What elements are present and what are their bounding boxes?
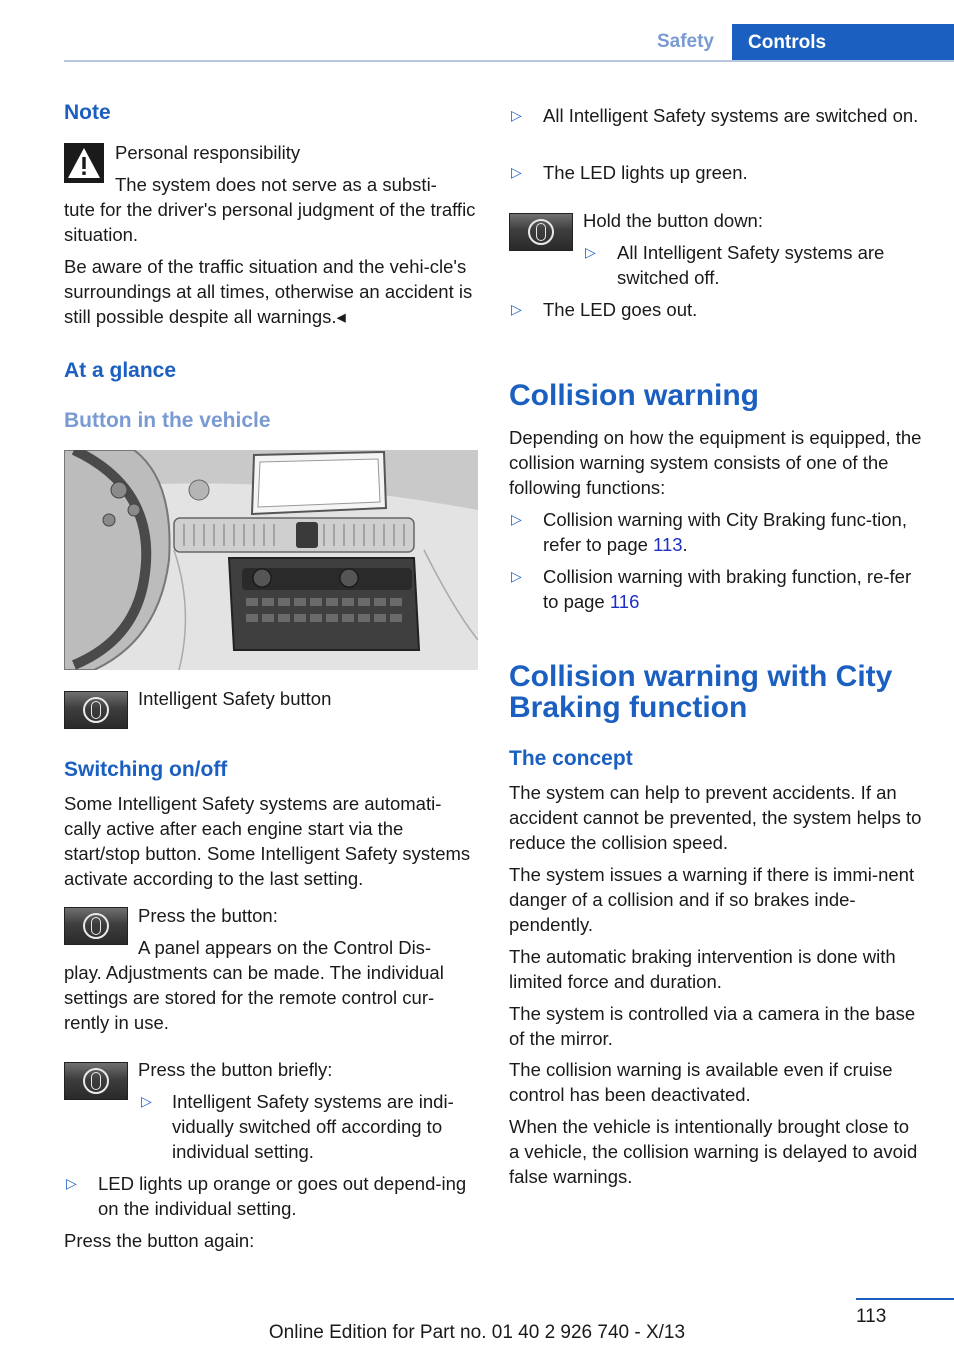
note-text: tute for the driver's personal judgment of the traffic situation. [64, 199, 476, 245]
on-bullet-text: All Intelligent Safety systems are switched on. [543, 105, 919, 126]
note-heading: Note [64, 101, 111, 124]
brief-bullet-text: Intelligent Safety systems are indi-vidually switched off according to individual setting. [172, 1091, 454, 1162]
button-caption: Intelligent Safety button [138, 688, 332, 709]
brief-label: Press the button briefly: [138, 1059, 333, 1080]
concept-text-5: The collision warning is available even if cruise control has been deactivated. [509, 1059, 893, 1105]
collision-warning-text: Depending on how the equipment is equipped, the collision warning system consists of one of the following functions: [509, 427, 922, 498]
bullet-icon: ▷ [511, 568, 522, 584]
bullet-icon: ▷ [511, 301, 522, 317]
bullet-icon: ▷ [66, 1175, 77, 1191]
press-text: play. Adjustments can be made. The individual settings are stored for the remote control cur-rently in use. [64, 962, 444, 1033]
at-a-glance-heading: At a glance [64, 359, 177, 382]
city-braking-heading-line1: Collision warning with City [509, 660, 893, 693]
switching-text: Some Intelligent Safety systems are automati-cally active after each engine start via the start/stop button. Some Intelligent Safety systems activate according to the last setting. [64, 793, 471, 889]
intelligent-safety-button-icon [64, 907, 128, 945]
bullet-icon: ▷ [511, 511, 522, 527]
page-number: 113 [856, 1306, 887, 1327]
concept-text-2: The system issues a warning if there is immi-nent danger of a collision and if so brakes inde-pendently. [509, 864, 915, 935]
header-rule [64, 60, 954, 62]
cw-bullet-1-text: Collision warning with City Braking func-tion, refer to page [543, 509, 907, 555]
note-text-line1: The system does not serve as a substi- [115, 174, 437, 195]
concept-text-1: The system can help to prevent accidents. If an accident cannot be prevented, the system helps to reduce the collision speed. [509, 782, 922, 853]
concept-text-6: When the vehicle is intentionally brought close to a vehicle, the collision warning is delayed to avoid false warnings. [509, 1116, 918, 1187]
note-text-2: Be aware of the traffic situation and the vehi-cle's surroundings at all times, otherwise an accident is still possible despite all warnings.◂ [64, 256, 473, 327]
press-text-line1: A panel appears on the Control Dis- [138, 937, 432, 958]
cw-bullet-1-end: . [682, 534, 688, 555]
cw-bullet-1 [543, 507, 924, 557]
intelligent-safety-button-icon [64, 691, 128, 729]
press-label: Press the button: [138, 905, 278, 926]
collision-warning-heading: Collision warning [509, 379, 760, 412]
page-link-113[interactable]: 113 [653, 534, 683, 555]
switching-heading: Switching on/off [64, 758, 228, 781]
intelligent-safety-button-icon [509, 213, 573, 251]
edition-footer: Online Edition for Part no. 01 40 2 926 740 - X/13 [268, 1322, 686, 1343]
hold-bullet-text: All Intelligent Safety systems are switched off. [617, 242, 885, 288]
city-braking-heading-line2: Braking function [509, 691, 748, 724]
concept-text-3: The automatic braking intervention is done with limited force and duration. [509, 946, 896, 992]
button-in-vehicle-heading: Button in the vehicle [64, 409, 271, 432]
bullet-icon: ▷ [141, 1093, 152, 1109]
bullet-icon: ▷ [511, 107, 522, 123]
intelligent-safety-button-icon [64, 1062, 128, 1100]
hold-label: Hold the button down: [583, 210, 763, 231]
note-title: Personal responsibility [115, 142, 301, 163]
cw-bullet-2 [543, 564, 924, 614]
led-bullet-text: LED lights up orange or goes out depend-ing on the individual setting. [98, 1173, 467, 1219]
header-chapter-tab: Controls [732, 24, 954, 61]
warning-icon [64, 143, 104, 183]
again-label: Press the button again: [64, 1230, 255, 1251]
header-section-tab: Safety [656, 31, 714, 52]
bullet-icon: ▷ [585, 244, 596, 260]
footer-rule [856, 1298, 954, 1300]
led-green-text: The LED lights up green. [543, 162, 748, 183]
led-out-text: The LED goes out. [543, 299, 698, 320]
dashboard-illustration [64, 450, 478, 670]
concept-text-4: The system is controlled via a camera in the base of the mirror. [509, 1003, 916, 1049]
concept-heading: The concept [509, 747, 633, 770]
bullet-icon: ▷ [511, 164, 522, 180]
page-link-116[interactable]: 116 [609, 591, 640, 612]
cw-bullet-2-text: Collision warning with braking function, re-fer to page [543, 566, 912, 612]
